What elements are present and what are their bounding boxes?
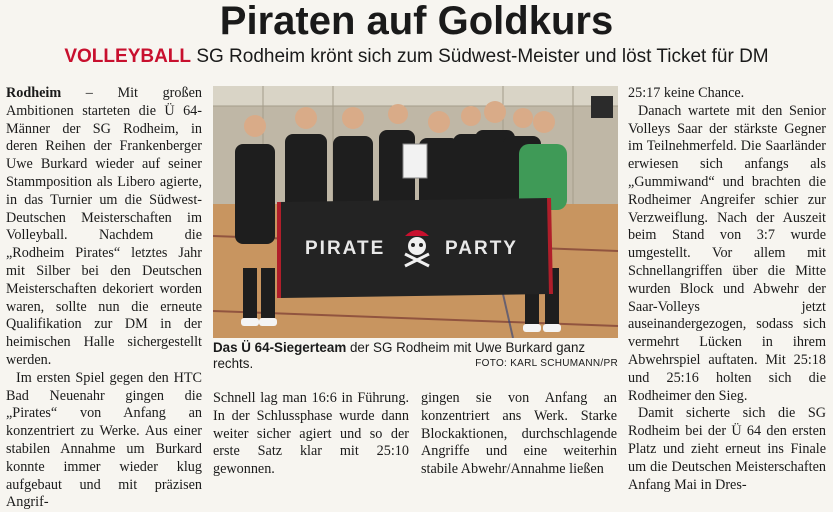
banner-text-left: PIRATE	[305, 238, 386, 259]
paragraph	[6, 85, 202, 370]
paragraph: Im ersten Spiel gegen den HTC Bad Neuenahr gingen die „Pirates“ von Anfang an konzentriert zu Werke. Aus einer stabilen Annahme um Burkard konnte immer wieder klug aufgebaut und mit präzisen Angrif-	[6, 369, 202, 511]
subheadline-text: SG Rodheim krönt sich zum Südwest-Meister und löst Ticket für DM	[196, 46, 769, 67]
banner-text-right: PARTY	[445, 238, 518, 259]
column-2	[213, 390, 409, 479]
column-4	[628, 85, 826, 494]
headline: Piraten auf Goldkurs	[219, 0, 614, 43]
team-photo-illustration	[213, 86, 618, 338]
paragraph: gingen sie von Anfang an konzentriert ans Werk. Starke Blockaktionen, durchschlagende Angriffe und eine weiterhin stabile Abwehr/Annahme ließen	[421, 390, 617, 478]
team-photo	[213, 86, 618, 338]
column-3	[421, 390, 617, 479]
subheadline	[0, 46, 833, 68]
caption-text: der SG Rodheim mit Uwe Burkard ganz rechts.	[213, 340, 586, 371]
paragraph-text: – Mit großen Ambitionen starteten die Ü 64-Männer der SG Rodheim, in deren Reihen der Frankenberger Uwe Burkard wieder auf seiner Stammposition als Libero agierte, in das Turnier um die Südwest-Deutschen Meisterschaften im Volleyball. Nachdem die „Rodheim Pirates“ letztes Jahr mit Silber bei den Deutschen Meisterschaften dekoriert worden waren, sollte nun die erneute Qualifikation zur DM in der heimischen Halle sichergestellt werden.	[6, 85, 202, 368]
photo-credit: FOTO: KARL SCHUMANN/PR	[475, 358, 618, 369]
paragraph: 25:17 keine Chance.	[628, 85, 745, 101]
paragraph: Danach wartete mit den Senior Volleys Saar der stärkste Gegner im Teilnehmerfeld. Die Saarländer erwiesen sich anfangs als „Gummiwand“ und brachten die Rodheimer Angreifer schier zur Verzweiflung. Nach der Auszeit beim Stand von 3:7 wurde umgestellt. Vor allem mit Schnellangriffen über die Mitte wurden Block und Abwehr der Saar-Volleys jetzt auseinandergezogen, sodass sich vermehrt Lücken in ihrem Abwehrspiel auftaten. Mit 25:18 und 25:16 holten sich die Rodheimer den Sieg.	[628, 102, 826, 404]
paragraph: Damit sicherte sich die SG Rodheim bei der Ü 64 den ersten Platz und zieht erneut ins Finale um die Deutschen Meisterschaften Anfang Mai in Dres-	[628, 405, 826, 493]
column-1	[6, 85, 202, 512]
caption-lead: Das Ü 64-Siegerteam	[213, 340, 347, 355]
section-kicker: VOLLEYBALL	[64, 46, 192, 67]
dateline: Rodheim	[6, 85, 62, 101]
paragraph: Schnell lag man 16:6 in Führung. In der Schlussphase wurde dann weiter sicher agiert und so der erste Satz klar mit 25:10 gewonnen.	[213, 390, 409, 478]
